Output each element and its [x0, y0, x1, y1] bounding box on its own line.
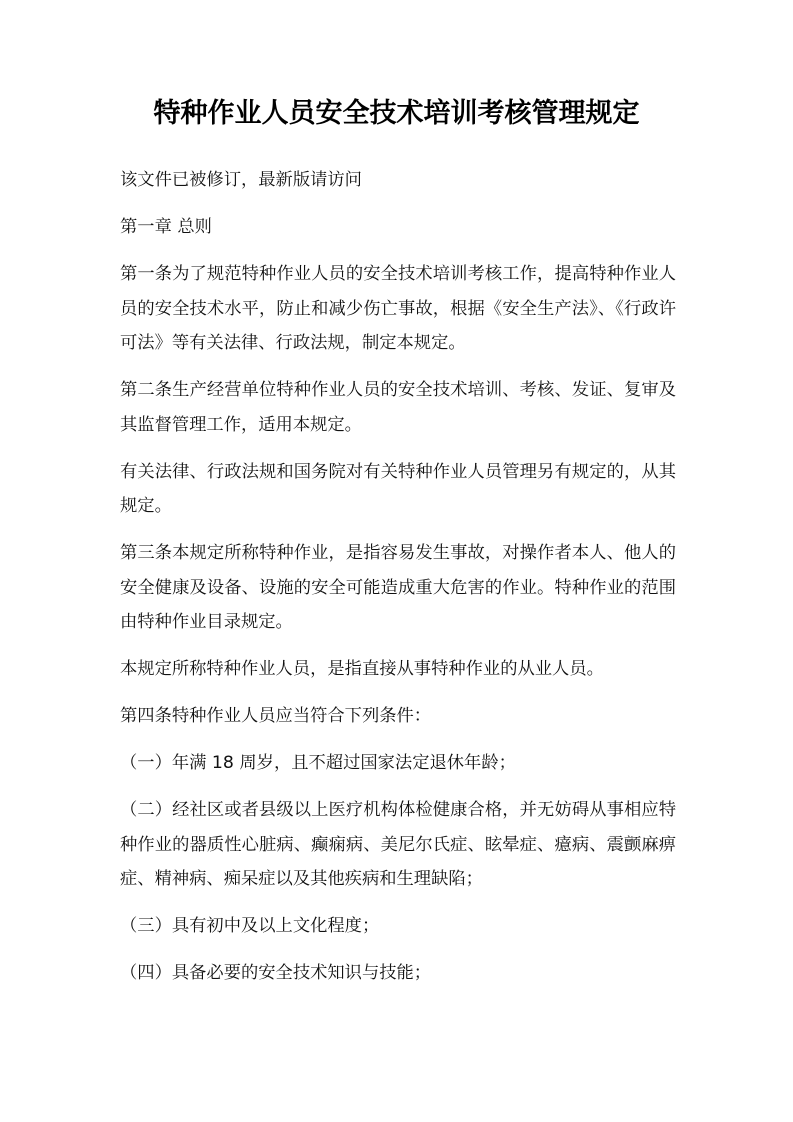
chapter-heading: 第一章 总则 [120, 217, 212, 237]
document-title: 特种作业人员安全技术培训考核管理规定 [153, 98, 640, 129]
article-3-supplement: 本规定所称特种作业人员，是指直接从事特种作业的从业人员。 [120, 659, 604, 679]
article-2: 第二条生产经营单位特种作业人员的安全技术培训、考核、发证、复审及其监督管理工作，适用本规定。 [120, 380, 676, 435]
condition-1: （一）年满 18 周岁，且不超过国家法定退休年龄； [120, 753, 516, 773]
condition-4: （四）具备必要的安全技术知识与技能； [120, 963, 432, 983]
article-4: 第四条特种作业人员应当符合下列条件： [120, 706, 432, 726]
article-1: 第一条为了规范特种作业人员的安全技术培训考核工作，提高特种作业人员的安全技术水平，防止和减少伤亡事故，根据《安全生产法》、《行政许可法》等有关法律、行政法规，制定本规定。 [120, 264, 676, 353]
condition-2: （二）经社区或者县级以上医疗机构体检健康合格，并无妨碍从事相应特种作业的器质性心脏病、癫痫病、美尼尔氏症、眩晕症、癔病、震颤麻痹症、精神病、痴呆症以及其他疾病和生理缺陷； [120, 800, 676, 889]
condition-3: （三）具有初中及以上文化程度； [120, 916, 380, 936]
revision-notice: 该文件已被修订，最新版请访问 [120, 170, 362, 190]
article-2-supplement: 有关法律、行政法规和国务院对有关特种作业人员管理另有规定的，从其规定。 [120, 461, 676, 516]
document-body [120, 163, 676, 1003]
article-3: 第三条本规定所称特种作业，是指容易发生事故，对操作者本人、他人的安全健康及设备、设施的安全可能造成重大危害的作业。特种作业的范围由特种作业目录规定。 [120, 543, 676, 632]
